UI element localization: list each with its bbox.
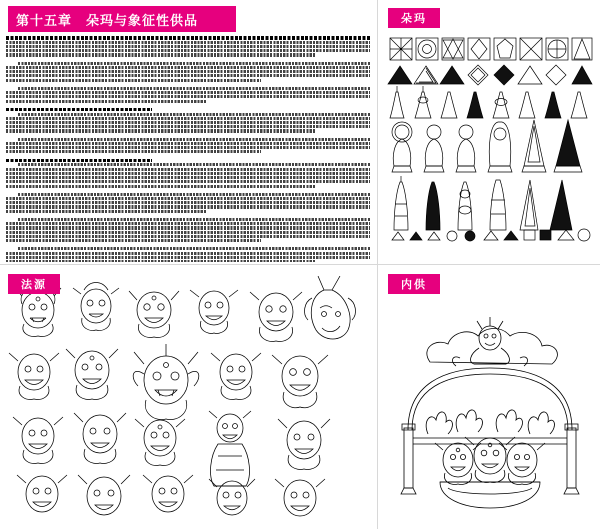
chapter-text-panel — [0, 0, 375, 262]
page-title: 第十五章 朵玛与象征性供品 — [16, 13, 199, 29]
horizontal-divider — [0, 264, 600, 265]
section-tag-neigong: 内供 — [388, 274, 440, 294]
neigong-illustration — [388, 298, 592, 518]
section-tag-fayuan: 法源 — [8, 274, 60, 294]
chapter-body-text — [6, 36, 370, 258]
section-tag-duoma: 朵玛 — [388, 8, 440, 28]
duoma-illustration — [386, 34, 596, 256]
fayuan-illustration — [8, 276, 368, 524]
